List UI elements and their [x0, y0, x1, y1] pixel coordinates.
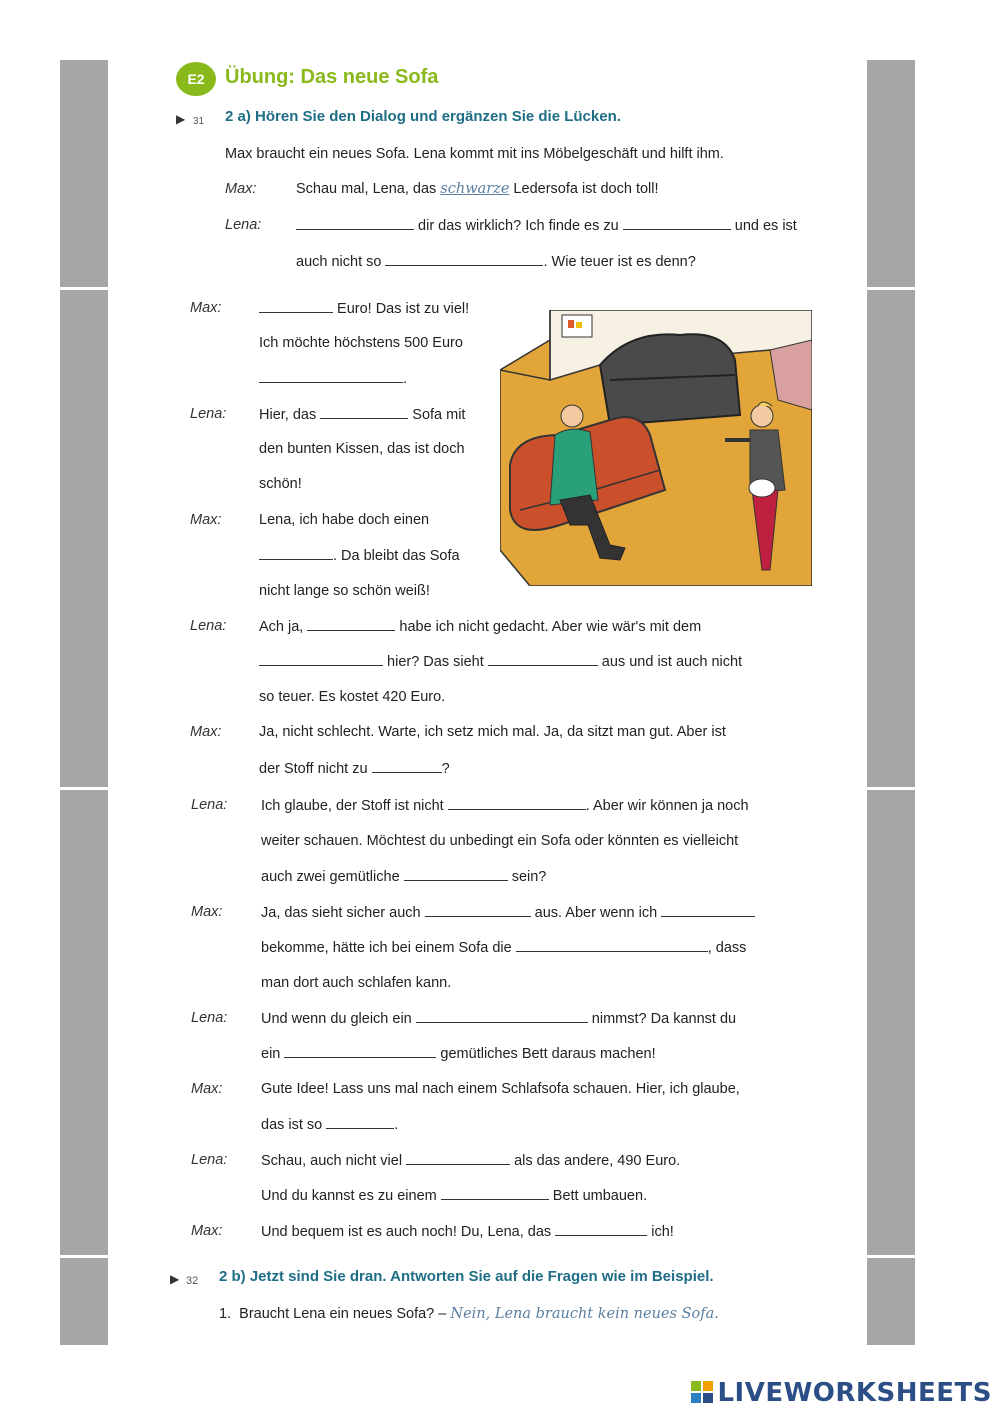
gap-input[interactable]: [372, 759, 442, 773]
speaker-max: Max:: [191, 1223, 223, 1239]
dialogue-line: . Da bleibt das Sofa: [259, 546, 460, 565]
dialogue-line: Schau mal, Lena, das schwarze Ledersofa ist doch toll!: [296, 181, 659, 197]
exercise-badge: E2: [176, 62, 216, 96]
gap-input[interactable]: [259, 546, 333, 560]
gap-input[interactable]: [259, 652, 383, 666]
gap-input[interactable]: [385, 252, 543, 266]
dialogue-line: Lena, ich habe doch einen: [259, 512, 430, 528]
dialogue-line: Und bequem ist es auch noch! Du, Lena, das ich!: [261, 1224, 674, 1240]
speaker-max: Max:: [191, 1081, 223, 1097]
track-number: 32: [186, 1275, 199, 1287]
dialogue-line: weiter schauen. Möchtest du unbedingt ein Sofa oder könnten es vielleicht: [261, 833, 739, 849]
dialogue-line: den bunten Kissen, das ist doch: [259, 441, 465, 457]
gap-input[interactable]: [406, 1151, 510, 1165]
speaker-max: Max:: [190, 724, 222, 740]
task-a-instruction: 2 a) Hören Sie den Dialog und ergänzen Sie die Lücken.: [225, 108, 621, 125]
dialogue-line: .: [259, 369, 407, 388]
dialogue-line: auch nicht so . Wie teuer ist es denn?: [296, 254, 696, 270]
dialogue-line: Gute Idee! Lass uns mal nach einem Schlafsofa schauen. Hier, ich glaube,: [261, 1081, 740, 1097]
speaker-lena: Lena:: [190, 406, 227, 422]
speaker-max: Max:: [190, 300, 222, 316]
gap-input[interactable]: [326, 1115, 394, 1129]
dialogue-line: bekomme, hätte ich bei einem Sofa die , dass: [261, 940, 747, 956]
dialogue-line: dir das wirklich? Ich finde es zu und es ist: [296, 216, 797, 235]
speaker-max: Max:: [190, 512, 222, 528]
gap-input[interactable]: [516, 938, 708, 952]
dialogue-line: hier? Das sieht aus und ist auch nicht: [259, 652, 742, 671]
speaker-max: Max:: [191, 904, 223, 920]
dialogue-line: Ja, das sieht sicher auch aus. Aber wenn ich: [261, 903, 755, 922]
gap-input[interactable]: [661, 903, 755, 917]
dialogue-line: ein gemütliches Bett daraus machen!: [261, 1046, 656, 1062]
gap-input[interactable]: [307, 617, 395, 631]
gap-input[interactable]: [425, 903, 531, 917]
task-b-instruction: 2 b) Jetzt sind Sie dran. Antworten Sie auf die Fragen wie im Beispiel.: [219, 1268, 714, 1285]
gap-input[interactable]: [320, 405, 408, 419]
speaker-lena: Lena:: [191, 1152, 228, 1168]
speaker-lena: Lena:: [225, 217, 262, 233]
dialogue-line: das ist so .: [261, 1117, 399, 1133]
gap-input[interactable]: [259, 299, 333, 313]
intro-text: Max braucht ein neues Sofa. Lena kommt mit ins Möbelgeschäft und hilft ihm.: [225, 146, 724, 162]
dialogue-line: so teuer. Es kostet 420 Euro.: [259, 689, 446, 705]
gap-input[interactable]: [416, 1009, 588, 1023]
question-line: 1. Braucht Lena ein neues Sofa? – Nein, Lena braucht kein neues Sofa.: [219, 1306, 719, 1322]
gap-input[interactable]: [488, 652, 598, 666]
dialogue-line: Und wenn du gleich ein nimmst? Da kannst du: [261, 1011, 737, 1027]
gap-input[interactable]: [259, 369, 403, 383]
logo-icon: [691, 1381, 713, 1403]
dialogue-line: Euro! Das ist zu viel!: [259, 299, 469, 318]
example-answer: Nein, Lena braucht kein neues Sofa.: [450, 1306, 719, 1322]
speaker-max: Max:: [225, 181, 257, 197]
dialogue-line: Ich glaube, der Stoff ist nicht . Aber wir können ja noch: [261, 798, 749, 814]
speaker-lena: Lena:: [191, 1010, 228, 1026]
speaker-lena: Lena:: [191, 797, 228, 813]
liveworksheets-logo[interactable]: LIVEWORKSHEETS: [691, 1378, 992, 1408]
dialogue-line: Ja, nicht schlecht. Warte, ich setz mich mal. Ja, da sitzt man gut. Aber ist: [259, 724, 726, 740]
dialogue-line: Ach ja, habe ich nicht gedacht. Aber wie wär's mit dem: [259, 619, 702, 635]
gap-input[interactable]: [296, 216, 414, 230]
example-answer: schwarze: [440, 181, 510, 197]
exercise-title: Übung: Das neue Sofa: [225, 66, 439, 88]
dialogue-line: Ich möchte höchstens 500 Euro: [259, 335, 463, 351]
dialogue-line: schön!: [259, 476, 302, 492]
right-sidebar: [867, 60, 915, 1345]
gap-input[interactable]: [623, 216, 731, 230]
audio-play-icon[interactable]: ▶: [170, 1272, 180, 1286]
gap-input[interactable]: [404, 867, 508, 881]
dialogue-line: Und du kannst es zu einem Bett umbauen.: [261, 1188, 648, 1204]
gap-input[interactable]: [441, 1186, 549, 1200]
gap-input[interactable]: [448, 796, 586, 810]
speaker-lena: Lena:: [190, 618, 227, 634]
left-sidebar: [60, 60, 108, 1345]
dialogue-line: Schau, auch nicht viel als das andere, 490 Euro.: [261, 1153, 681, 1169]
audio-play-icon[interactable]: ▶: [176, 112, 186, 126]
track-number: 31: [193, 116, 205, 127]
dialogue-line: nicht lange so schön weiß!: [259, 583, 430, 599]
dialogue-line: auch zwei gemütliche sein?: [261, 869, 547, 885]
sofa-shop-illustration: [500, 310, 812, 586]
dialogue-line: Hier, das Sofa mit: [259, 407, 466, 423]
dialogue-line: der Stoff nicht zu ?: [259, 761, 450, 777]
gap-input[interactable]: [284, 1044, 436, 1058]
dialogue-line: man dort auch schlafen kann.: [261, 975, 452, 991]
gap-input[interactable]: [555, 1222, 647, 1236]
